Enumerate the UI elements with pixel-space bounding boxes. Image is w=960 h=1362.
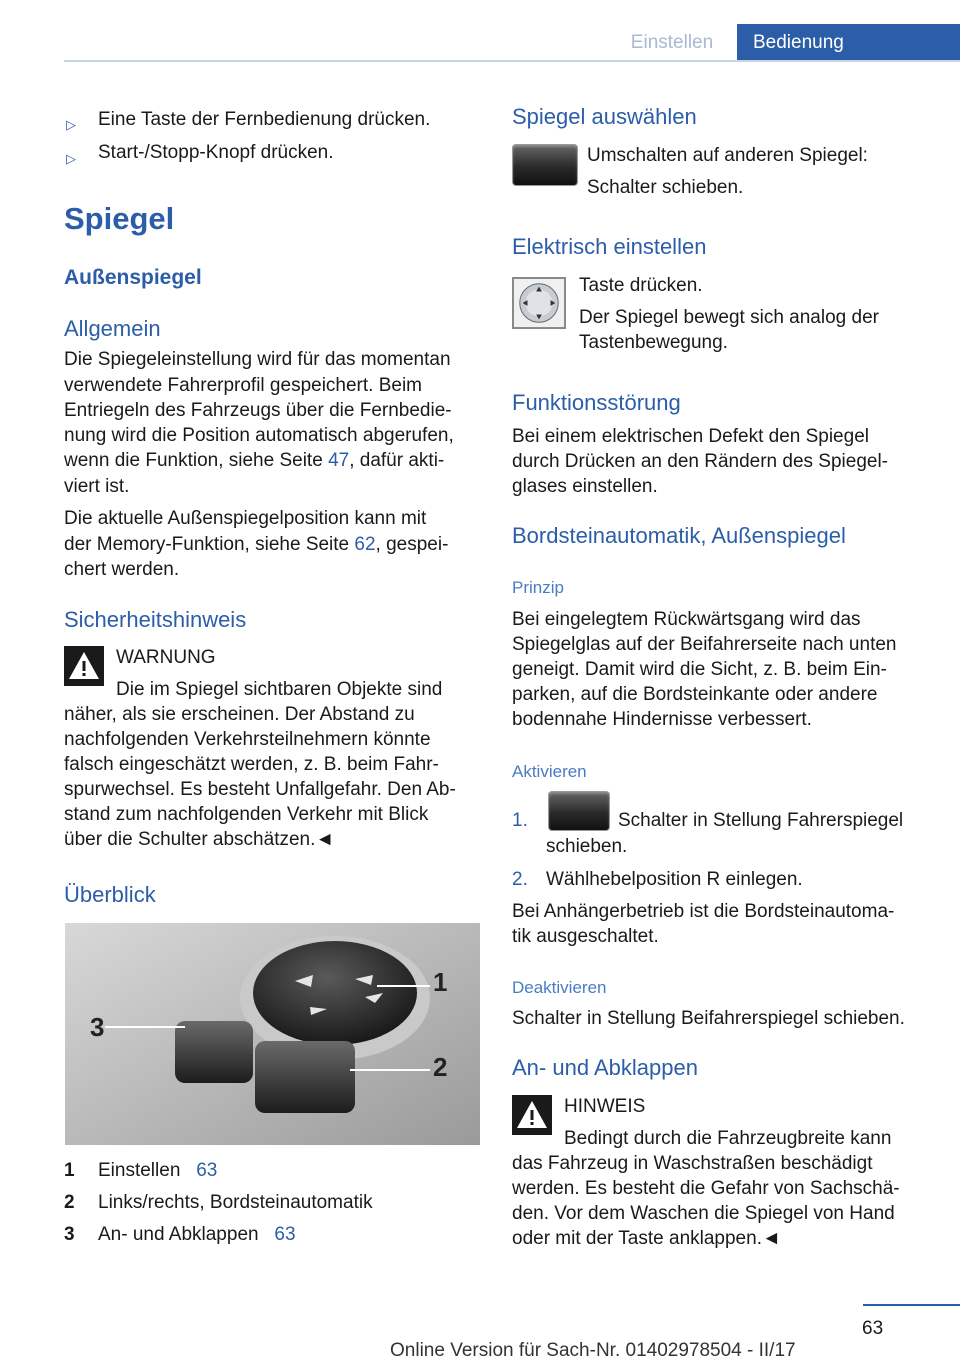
warning-icon [512, 1095, 552, 1135]
legend-num: 3 [64, 1224, 75, 1245]
bullet-triangle-icon: ▷ [66, 151, 76, 166]
para-line: Bei Anhängerbetrieb ist die Bordsteinautoma- [512, 901, 895, 922]
notice-line: das Fahrzeug in Waschstraßen beschädigt [512, 1153, 873, 1174]
heading-allgemein: Allgemein [64, 316, 161, 341]
para-line: Schalter schieben. [587, 177, 744, 198]
warning-line: näher, als sie erscheinen. Der Abstand zu [64, 704, 415, 725]
para-line: Entriegeln des Fahrzeugs über die Fernbedie- [64, 400, 452, 421]
para-line: Die Spiegeleinstellung wird für das momentan [64, 349, 451, 370]
photo-label-2: 2 [433, 1052, 448, 1082]
header-tab-bedienung: Bedienung [737, 24, 960, 62]
legend-num: 2 [64, 1192, 75, 1213]
para-text: wenn die Funktion, siehe Seite [64, 450, 329, 471]
mirror-selector-switch-icon [548, 791, 610, 831]
step-number: 1. [512, 810, 528, 831]
warning-line: Die im Spiegel sichtbaren Objekte sind [116, 679, 443, 700]
notice-line: den. Vor dem Waschen die Spiegel von Hand [512, 1203, 895, 1224]
photo-label-1: 1 [433, 967, 448, 997]
para-line: Schalter in Stellung Beifahrerspiegel schieben. [512, 1008, 905, 1029]
para-line: tik ausgeschaltet. [512, 926, 659, 947]
heading-prinzip: Prinzip [512, 578, 564, 597]
para-line: nung wird die Position automatisch abgerufen, [64, 425, 454, 446]
heading-bordsteinautomatik: Bordsteinautomatik, Außenspiegel [512, 523, 846, 548]
heading-an-und-abklappen: An- und Abklappen [512, 1055, 698, 1080]
bullet-text-2: Start-/Stopp-Knopf drücken. [98, 142, 334, 163]
notice-line: oder mit der Taste anklappen.◄ [512, 1228, 781, 1249]
page-link-62[interactable]: 62 [354, 534, 376, 555]
para-line: glases einstellen. [512, 476, 658, 497]
para-line: Die aktuelle Außenspiegelposition kann mit [64, 508, 427, 529]
para-line: durch Drücken an den Rändern des Spiegel- [512, 451, 889, 472]
heading-elektrisch-einstellen: Elektrisch einstellen [512, 234, 707, 259]
para-line: Der Spiegel bewegt sich analog der [579, 307, 879, 328]
page-number: 63 [862, 1318, 884, 1339]
para-line: Umschalten auf anderen Spiegel: [587, 145, 868, 166]
para-line: Spiegelglas auf der Beifahrerseite nach unten [512, 634, 897, 655]
step-text: Wählhebelposition R einlegen. [546, 869, 803, 890]
notice-line: Bedingt durch die Fahrzeugbreite kann [564, 1128, 892, 1149]
warning-line: spurwechsel. Es besteht Unfallgefahr. Den Ab- [64, 779, 456, 800]
header-tab-einstellen: Einstellen [630, 32, 714, 53]
legend-page-link[interactable]: 63 [274, 1224, 296, 1245]
para-line: Tastenbewegung. [579, 332, 728, 353]
online-version-note: Online Version für Sach-Nr. 01402978504 - II/17 [390, 1340, 796, 1361]
heading-deaktivieren: Deaktivieren [512, 978, 607, 997]
warning-line: falsch eingeschätzt werden, z. B. beim Fahr- [64, 754, 439, 775]
heading-funktionsstoerung: Funktionsstörung [512, 390, 681, 415]
para-line: viert ist. [64, 476, 130, 497]
legend-label: An- und Abklappen [98, 1224, 259, 1245]
para-line: Bei einem elektrischen Defekt den Spiegel [512, 426, 869, 447]
para-text: , dafür akti- [349, 450, 445, 471]
notice-line: werden. Es besteht die Gefahr von Sachschä- [512, 1178, 900, 1199]
bullet-text-1: Eine Taste der Fernbedienung drücken. [98, 109, 431, 130]
mirror-adjust-pad-icon [512, 277, 566, 329]
legend-text [98, 1158, 217, 1183]
para-text: der Memory-Funktion, siehe Seite [64, 534, 355, 555]
heading-spiegel: Spiegel [64, 201, 175, 236]
heading-aussenspiegel: Außenspiegel [64, 266, 202, 289]
legend-num: 1 [64, 1160, 75, 1181]
legend-text [98, 1222, 296, 1247]
step-text: Schalter in Stellung Fahrerspiegel [618, 810, 904, 831]
bullet-triangle-icon: ▷ [66, 117, 76, 132]
legend-label: Links/rechts, Bordsteinautomatik [98, 1192, 373, 1213]
photo-label-3: 3 [90, 1012, 105, 1042]
para-line: bodennahe Hindernisse verbessert. [512, 709, 812, 730]
step-number: 2. [512, 869, 528, 890]
para-line: geneigt. Damit wird die Sicht, z. B. beim Ein- [512, 659, 887, 680]
para-line: chert werden. [64, 559, 180, 580]
page-link-47[interactable]: 47 [328, 450, 350, 471]
step-text: schieben. [546, 836, 628, 857]
warning-icon [64, 646, 104, 686]
warning-line: nachfolgenden Verkehrsteilnehmern könnte [64, 729, 431, 750]
legend-page-link[interactable]: 63 [196, 1160, 218, 1181]
heading-sicherheitshinweis: Sicherheitshinweis [64, 607, 247, 632]
heading-spiegel-auswaehlen: Spiegel auswählen [512, 104, 697, 129]
notice-title: HINWEIS [564, 1096, 646, 1117]
footer-rule [863, 1304, 960, 1306]
warning-line: stand zum nachfolgenden Verkehr mit Blick [64, 804, 429, 825]
heading-aktivieren: Aktivieren [512, 762, 587, 781]
mirror-switch-photo [65, 923, 480, 1145]
para-text: , gespei- [375, 534, 449, 555]
warning-line: über die Schulter abschätzen.◄ [64, 829, 335, 850]
header-rule [64, 60, 960, 62]
para-line: parken, auf die Bordsteinkante oder andere [512, 684, 878, 705]
para-line: Taste drücken. [579, 275, 703, 296]
heading-ueberblick: Überblick [64, 882, 156, 907]
para-line: Bei eingelegtem Rückwärtsgang wird das [512, 609, 861, 630]
para-line: verwendete Fahrerprofil gespeichert. Beim [64, 375, 423, 396]
warning-title: WARNUNG [116, 647, 216, 668]
mirror-selector-switch-icon [512, 144, 578, 186]
legend-label: Einstellen [98, 1160, 181, 1181]
para-line [64, 532, 448, 557]
para-line [64, 448, 444, 473]
